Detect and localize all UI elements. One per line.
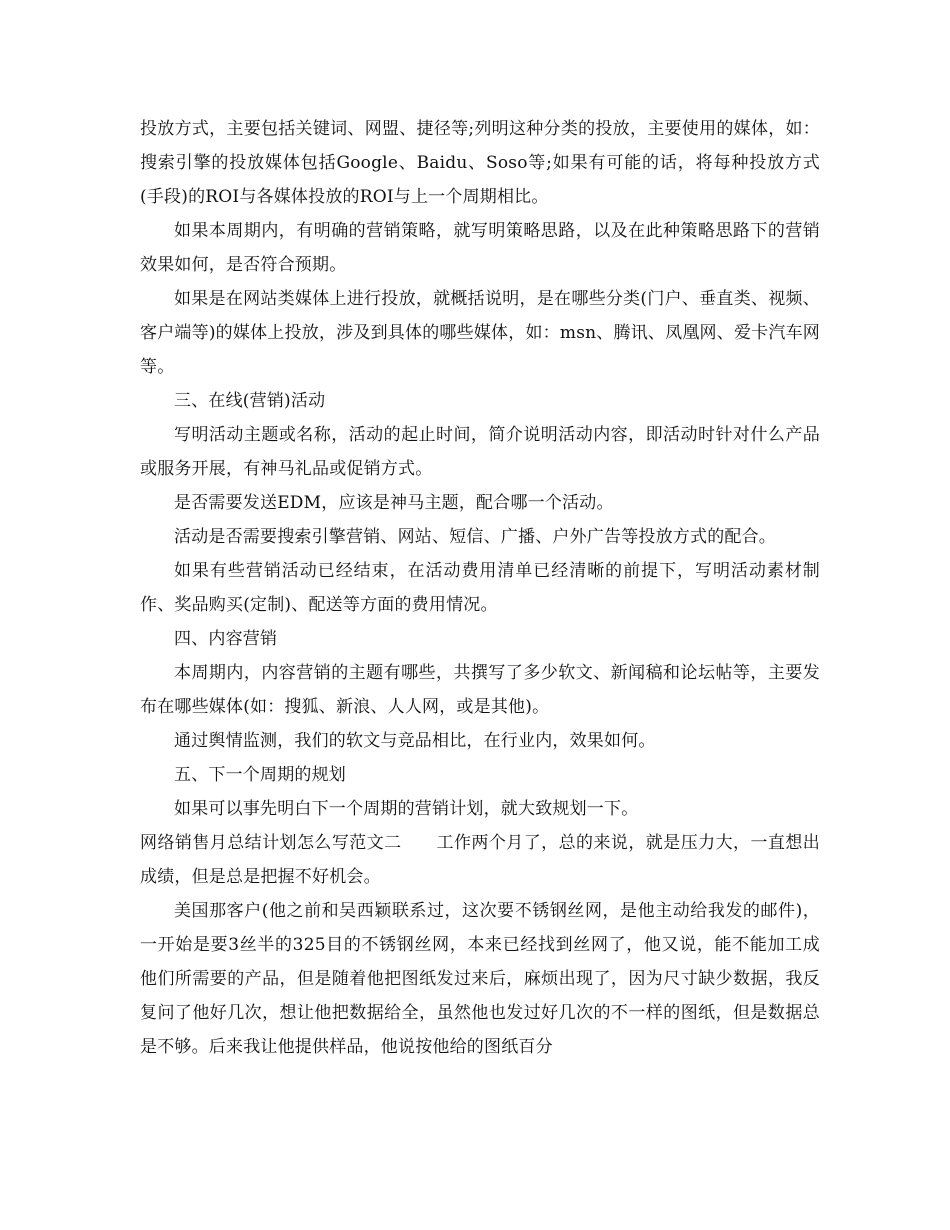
paragraph-activity-channels: 活动是否需要搜索引擎营销、网站、短信、广播、户外广告等投放方式的配合。	[174, 527, 776, 547]
paragraph-activity-costs: 如果有些营销活动已经结束，在活动费用清单已经清晰的前提下，写明活动素材制作、奖品购买(定制)、配送等方面的费用情况。	[140, 561, 820, 615]
paragraph-sentiment-monitoring: 通过舆情监测，我们的软文与竞品相比，在行业内，效果如何。	[174, 731, 656, 751]
section-heading-next-period: 五、下一个周期的规划	[174, 765, 346, 785]
paragraph-edm: 是否需要发送EDM，应该是神马主题，配合哪一个活动。	[174, 493, 614, 513]
paragraph-next-plan: 如果可以事先明白下一个周期的营销计划，就大致规划一下。	[174, 799, 639, 819]
paragraph-content-topics: 本周期内，内容营销的主题有哪些，共撰写了多少软文、新闻稿和论坛帖等，主要发布在哪些媒体(如：搜狐、新浪、人人网，或是其他)。	[140, 663, 820, 717]
paragraph-ad-methods: 投放方式，主要包括关键词、网盟、捷径等;列明这种分类的投放，主要使用的媒体，如：搜索引擎的投放媒体包括Google、Baidu、Soso等;如果有可能的话，将每种投放方式(手段)的ROI与各媒体投放的ROI与上一个周期相比。	[140, 119, 820, 207]
paragraph-sample-two-intro: 网络销售月总结计划怎么写范文二 工作两个月了，总的来说，就是压力大，一直想出成绩，但是总是把握不好机会。	[140, 833, 820, 887]
paragraph-activity-theme: 写明活动主题或名称，活动的起止时间，简介说明活动内容，即活动时针对什么产品或服务开展，有神马礼品或促销方式。	[140, 425, 820, 479]
paragraph-us-customer: 美国那客户(他之前和吴西颖联系过，这次要不锈钢丝网，是他主动给我发的邮件)，一开始是要3丝半的325目的不锈钢丝网，本来已经找到丝网了，他又说，能不能加工成他们所需要的产品，但是随着他把图纸发过来后，麻烦出现了，因为尺寸缺少数据，我反复问了他好几次，想让他把数据给全，虽然他也发过好几次的不一样的图纸，但是数据总是不够。后来我让他提供样品，他说按他给的图纸百分	[140, 901, 820, 1057]
document-body	[140, 112, 820, 1064]
section-heading-online-activities: 三、在线(营销)活动	[174, 391, 326, 411]
paragraph-website-media: 如果是在网站类媒体上进行投放，就概括说明，是在哪些分类(门户、垂直类、视频、客户端等)的媒体上投放，涉及到具体的哪些媒体，如：msn、腾讯、凤凰网、爱卡汽车网等。	[140, 289, 820, 377]
section-heading-content-marketing: 四、内容营销	[174, 629, 278, 649]
paragraph-marketing-strategy: 如果本周期内，有明确的营销策略，就写明策略思路，以及在此种策略思路下的营销效果如何，是否符合预期。	[140, 221, 820, 275]
